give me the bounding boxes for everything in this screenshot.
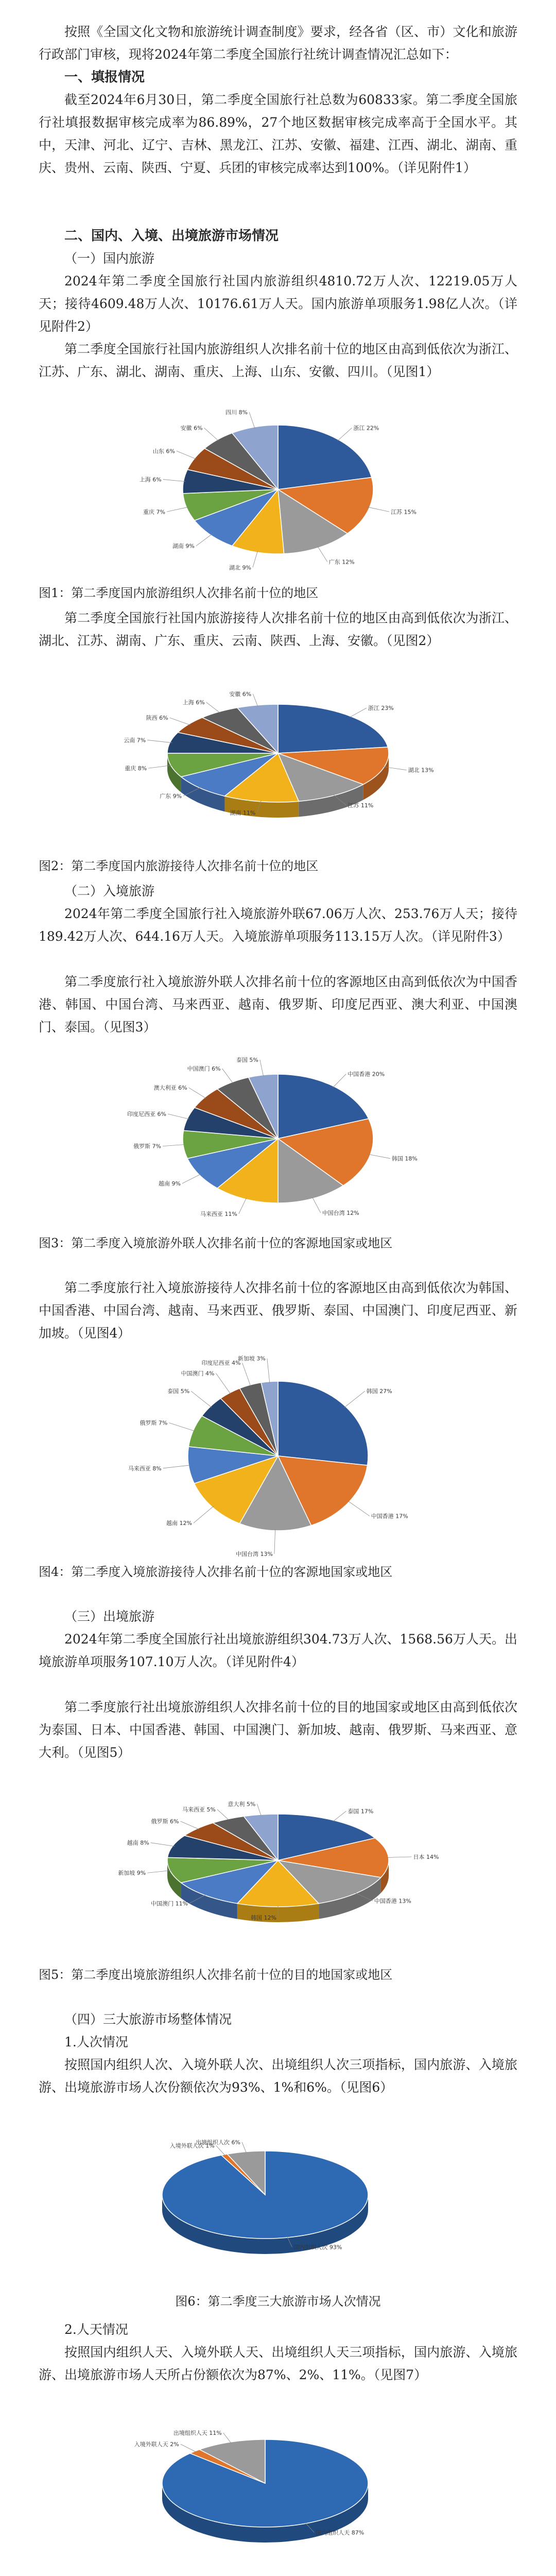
pie-leader-line bbox=[181, 2444, 196, 2452]
pie-label-陕西: 陕西 6% bbox=[146, 715, 168, 722]
paragraph-days: 按照国内组织人天、入境外联人天、出境组织人天三项指标，国内旅游、入境旅游、出境旅游市场人天所占份额依次为87%、2%、11%。（见图7） bbox=[39, 2345, 517, 2382]
pie-label-重庆: 重庆 7% bbox=[143, 509, 165, 516]
pie-label-安徽: 安徽 6% bbox=[180, 425, 203, 432]
pie-label-越南: 越南 9% bbox=[158, 1180, 181, 1188]
pie-leader-line bbox=[312, 1197, 321, 1213]
pie-chart-7 bbox=[126, 2421, 430, 2566]
pie-leader-line bbox=[239, 1198, 247, 1214]
paragraph-domestic-summary: 2024年第二季度全国旅行社国内旅游组织4810.72万人次、12219.05万人天；接待4609.48万人次、10176.61万人天。国内旅游单项服务1.98亿人次。（详见附件2） bbox=[39, 274, 517, 334]
pie-label-中国台湾: 中国台湾 13% bbox=[235, 1551, 273, 1558]
pie-label-上海: 上海 6% bbox=[139, 476, 162, 483]
pie-label-俄罗斯: 俄罗斯 7% bbox=[133, 1143, 161, 1150]
pie-label-日本: 日本 14% bbox=[413, 1854, 439, 1861]
paragraph-outbound-organize: 第二季度旅行社出境旅游组织人次排名前十位的目的地国家或地区由高到低依次为泰国、日本、中国香港、韩国、中国澳门、新加坡、越南、俄罗斯、马来西亚、意大利。（见图5） bbox=[39, 1700, 517, 1760]
pie-leader-line bbox=[369, 1154, 390, 1158]
pie-label-新加坡: 新加坡 9% bbox=[118, 1870, 146, 1877]
pie-chart-2 bbox=[124, 681, 434, 841]
pie-leader-line bbox=[333, 1074, 346, 1088]
figure-5-caption: 图5：第二季度出境旅游组织人次排名前十位的目的地国家或地区 bbox=[39, 1968, 393, 1982]
pie-leader-line bbox=[350, 708, 367, 717]
figure-6-caption: 图6：第二季度三大旅游市场人次情况 bbox=[175, 2294, 381, 2309]
pie-label-浙江: 浙江 22% bbox=[353, 425, 379, 432]
pie-label-泰国: 泰国 5% bbox=[167, 1388, 190, 1395]
pie-leader-line bbox=[253, 694, 257, 706]
figure-4-caption: 图4：第二季度入境旅游接待人次排名前十位的客源地国家或地区 bbox=[39, 1565, 393, 1579]
pie-leader-line bbox=[151, 1843, 175, 1846]
intro-paragraph: 按照《全国文化文物和旅游统计调查制度》要求，经各省（区、市）文化和旅游行政部门审核，现将2024年第二季度全国旅行社统计调查情况汇总如下： bbox=[39, 24, 517, 62]
pie-label-国内组织人天: 国内组织人天 87% bbox=[316, 2529, 364, 2536]
pie-label-俄罗斯: 俄罗斯 7% bbox=[140, 1419, 168, 1427]
pie-leader-line bbox=[177, 451, 196, 459]
section-heading-2: 二、国内、入境、出境旅游市场情况 bbox=[64, 228, 279, 244]
pie-label-出境组织人次: 出境组织人次 6% bbox=[196, 2139, 241, 2146]
pie-leader-line bbox=[249, 412, 255, 429]
figure-3 bbox=[126, 1056, 430, 1217]
pie-leader-line bbox=[242, 2142, 246, 2153]
subsection-days: 2.人天情况 bbox=[64, 2322, 128, 2337]
pie-chart-1 bbox=[126, 409, 430, 571]
figure-2 bbox=[124, 681, 434, 841]
paragraph-trips: 按照国内组织人次、入境外联人次、出境组织人次三项指标，国内旅游、入境旅游、出境旅游市场人次份额依次为93%、1%和6%。（见图6） bbox=[39, 2057, 517, 2095]
paragraph-inbound-contact: 第二季度旅行社入境旅游外联人次排名前十位的客源地区由高到低依次为中国香港、韩国、中国台湾、马来西亚、越南、俄罗斯、印度尼西亚、澳大利亚、中国澳门、泰国。（见图3） bbox=[39, 974, 517, 1035]
pie-label-中国澳门: 中国澳门 6% bbox=[187, 1065, 221, 1073]
pie-slice-韩国 bbox=[278, 1381, 368, 1465]
paragraph-inbound-summary: 2024年第二季度全国旅行社入境旅游外联67.06万人次、253.76万人天；接待189.42万人次、644.16万人天。入境旅游单项服务113.15万人次。（详见附件3） bbox=[39, 906, 517, 944]
pie-label-泰国: 泰国 5% bbox=[236, 1056, 258, 1063]
pie-leader-line bbox=[147, 740, 172, 742]
paragraph-domestic-organize: 第二季度全国旅行社国内旅游组织人次排名前十位的地区由高到低依次为浙江、江苏、广东、湖北、湖南、重庆、上海、山东、安徽、四川。（见图1） bbox=[39, 342, 517, 379]
pie-label-新加坡: 新加坡 3% bbox=[237, 1355, 266, 1362]
pie-label-印度尼西亚: 印度尼西亚 4% bbox=[201, 1360, 241, 1367]
pie-chart-3 bbox=[126, 1056, 430, 1217]
pie-label-俄罗斯: 俄罗斯 6% bbox=[151, 1818, 179, 1825]
pie-leader-line bbox=[189, 1088, 206, 1098]
pie-chart-5 bbox=[118, 1791, 439, 1945]
pie-leader-line bbox=[338, 428, 352, 441]
pie-leader-line bbox=[253, 551, 258, 568]
pie-chart-6 bbox=[126, 2133, 430, 2277]
pie-leader-line bbox=[163, 480, 185, 482]
pie-label-云南: 云南 7% bbox=[124, 737, 146, 744]
pie-label-韩国: 韩国 12% bbox=[251, 1914, 276, 1922]
pie-label-意大利: 意大利 5% bbox=[228, 1801, 256, 1808]
pie-label-湖北: 湖北 13% bbox=[408, 767, 434, 774]
pie-leader-line bbox=[163, 1465, 190, 1468]
pie-leader-line bbox=[333, 1811, 346, 1821]
pie-label-马来西亚: 马来西亚 5% bbox=[182, 1806, 216, 1814]
pie-leader-line bbox=[216, 2146, 225, 2156]
figure-4 bbox=[126, 1355, 430, 1558]
pie-chart-4 bbox=[126, 1355, 430, 1558]
pie-label-广东: 广东 9% bbox=[160, 792, 182, 800]
subsection-outbound: （三）出境旅游 bbox=[64, 1609, 155, 1624]
pie-leader-line bbox=[260, 1060, 264, 1076]
pie-label-中国澳门: 中国澳门 4% bbox=[181, 1370, 215, 1377]
pie-label-越南: 越南 12% bbox=[166, 1520, 192, 1527]
pie-label-泰国: 泰国 17% bbox=[348, 1808, 374, 1815]
pie-leader-line bbox=[216, 1373, 231, 1394]
subsection-overall: （四）三大旅游市场整体情况 bbox=[64, 2012, 232, 2027]
pie-leader-line bbox=[274, 1529, 275, 1554]
pie-leader-line bbox=[204, 428, 219, 441]
pie-leader-line bbox=[348, 1501, 370, 1516]
pie-label-澳大利亚: 澳大利亚 6% bbox=[153, 1084, 187, 1092]
pie-slice-浙江 bbox=[278, 704, 388, 753]
pie-leader-line bbox=[170, 718, 190, 725]
pie-label-中国香港: 中国香港 20% bbox=[348, 1071, 385, 1078]
pie-label-中国台湾: 中国台湾 12% bbox=[322, 1210, 359, 1217]
pie-leader-line bbox=[182, 1174, 201, 1183]
pie-leader-line bbox=[163, 1145, 185, 1146]
pie-leader-line bbox=[191, 1391, 212, 1408]
figure-7 bbox=[126, 2421, 430, 2566]
pie-leader-line bbox=[223, 2433, 231, 2443]
pie-label-湖南: 湖南 9% bbox=[172, 543, 195, 550]
pie-leader-line bbox=[344, 1391, 365, 1408]
pie-leader-line bbox=[257, 1804, 261, 1816]
pie-leader-line bbox=[180, 1821, 199, 1829]
figure-1-caption: 图1：第二季度国内旅游组织人次排名前十位的地区 bbox=[39, 586, 319, 600]
pie-label-印度尼西亚: 印度尼西亚 6% bbox=[127, 1111, 167, 1118]
figure-2-caption: 图2：第二季度国内旅游接待人次排名前十位的地区 bbox=[39, 859, 319, 873]
pie-label-上海: 上海 6% bbox=[182, 699, 205, 706]
figure-5 bbox=[118, 1791, 439, 1945]
pie-leader-line bbox=[169, 1423, 195, 1431]
pie-leader-line bbox=[206, 702, 220, 713]
pie-leader-line bbox=[222, 1069, 233, 1083]
paragraph-filing: 截至2024年6月30日，第二季度全国旅行社总数为60833家。第二季度全国旅行社填报数据审核完成率为86.89%，27个地区数据审核完成率高于全国水平。其中，天津、河北、辽宁、吉林、黑龙江、江苏、安徽、福建、江西、湖北、湖南、重庆、贵州、云南、陕西、宁夏、兵团的审核完成率达到100%。（详见附件1） bbox=[39, 92, 517, 175]
pie-leader-line bbox=[267, 1359, 270, 1383]
pie-label-中国澳门: 中国澳门 11% bbox=[151, 1900, 188, 1907]
pie-leader-line bbox=[242, 1363, 251, 1386]
pie-label-马来西亚: 马来西亚 11% bbox=[200, 1210, 237, 1217]
pie-label-韩国: 韩国 18% bbox=[391, 1155, 418, 1162]
pie-label-国内组织人次: 国内组织人次 93% bbox=[293, 2244, 342, 2251]
pie-label-越南: 越南 8% bbox=[127, 1839, 149, 1846]
pie-label-马来西亚: 马来西亚 8% bbox=[128, 1465, 162, 1472]
pie-leader-line bbox=[167, 507, 188, 512]
pie-label-湖南: 湖南 11% bbox=[230, 809, 256, 817]
pie-label-韩国: 韩国 27% bbox=[366, 1388, 392, 1395]
figure-1 bbox=[126, 409, 430, 571]
figure-6 bbox=[126, 2133, 430, 2277]
pie-label-江苏: 江苏 15% bbox=[391, 509, 417, 516]
paragraph-inbound-receive: 第二季度旅行社入境旅游接待人次排名前十位的客源地区由高到低依次为韩国、中国香港、中国台湾、越南、马来西亚、俄罗斯、泰国、中国澳门、印度尼西亚、新加坡。（见图4） bbox=[39, 1280, 517, 1341]
section-heading-1: 一、填报情况 bbox=[64, 70, 145, 85]
pie-label-浙江: 浙江 23% bbox=[368, 705, 394, 712]
pie-label-江苏: 江苏 11% bbox=[348, 802, 374, 809]
subsection-domestic: （一）国内旅游 bbox=[64, 251, 155, 266]
pie-label-广东: 广东 12% bbox=[328, 558, 355, 566]
pie-label-重庆: 重庆 8% bbox=[125, 765, 147, 772]
pie-label-中国香港: 中国香港 13% bbox=[374, 1897, 411, 1905]
pie-leader-line bbox=[168, 1114, 189, 1119]
pie-label-入境外联人次: 入境外联人次 1% bbox=[169, 2142, 215, 2149]
pie-label-安徽: 安徽 6% bbox=[229, 690, 252, 698]
pie-leader-line bbox=[217, 1809, 229, 1820]
paragraph-outbound-summary: 2024年第二季度全国旅行社出境旅游组织304.73万人次、1568.56万人天。出境旅游单项服务107.10万人次。（详见附件4） bbox=[39, 1632, 517, 1669]
pie-leader-line bbox=[318, 547, 327, 562]
pie-label-入境外联人天: 入境外联人天 2% bbox=[134, 2441, 179, 2448]
pie-leader-line bbox=[368, 507, 389, 512]
subsection-trips: 1.人次情况 bbox=[64, 2035, 128, 2049]
subsection-inbound: （二）入境旅游 bbox=[64, 884, 155, 899]
pie-leader-line bbox=[196, 534, 212, 546]
pie-label-中国香港: 中国香港 17% bbox=[371, 1513, 408, 1520]
pie-label-四川: 四川 8% bbox=[225, 409, 248, 416]
pie-label-山东: 山东 6% bbox=[152, 448, 175, 455]
pie-leader-line bbox=[194, 1506, 214, 1523]
pie-label-出境组织人天: 出境组织人天 11% bbox=[173, 2430, 222, 2437]
pie-label-湖北: 湖北 9% bbox=[229, 564, 251, 571]
paragraph-domestic-receive: 第二季度全国旅行社国内旅游接待人次排名前十位的地区由高到低依次为浙江、湖北、江苏、湖南、广东、重庆、云南、陕西、上海、安徽。（见图2） bbox=[39, 611, 517, 648]
figure-3-caption: 图3：第二季度入境旅游外联人次排名前十位的客源地国家或地区 bbox=[39, 1236, 393, 1250]
